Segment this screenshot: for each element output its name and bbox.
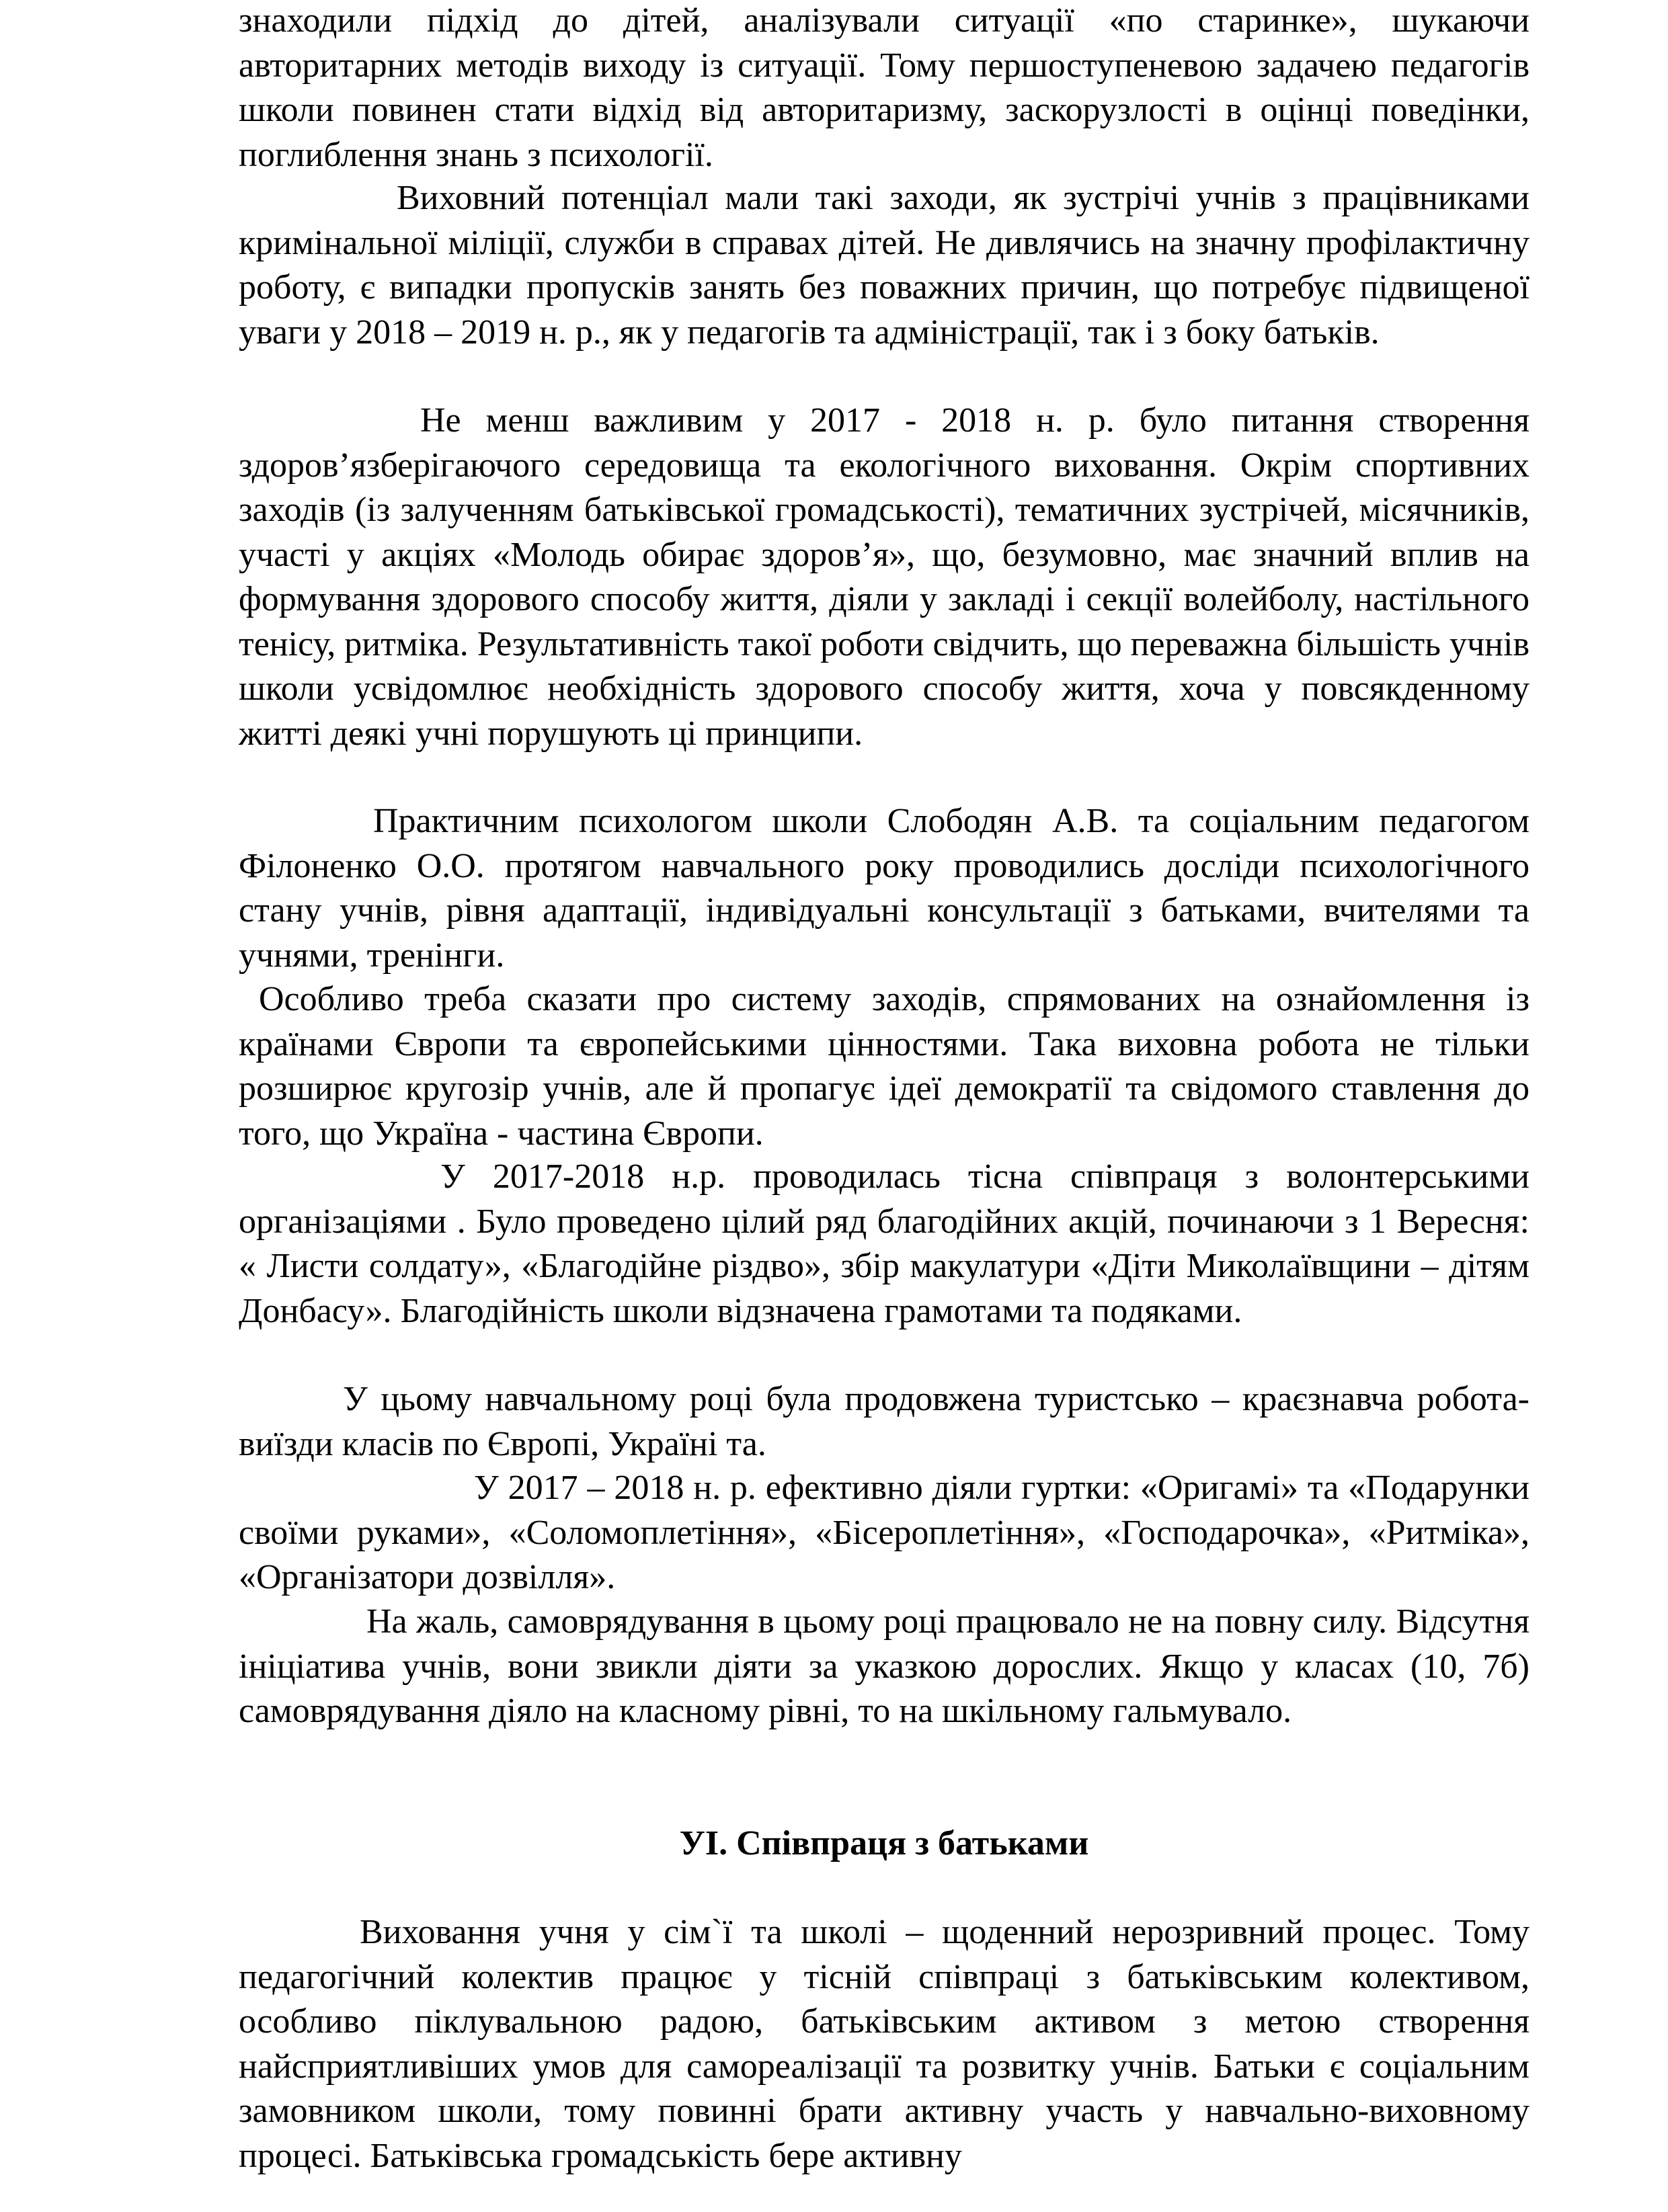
paragraph-parents: Виховання учня у сім`ї та школі – щоденний нерозривний процес. Тому педагогічний колектив працює у тісній співпраці з батьківським колективом, особливо піклувальною радою, батьківським активом з метою створення найсприятливіших умов для самореалізації та розвитку учнів. Батьки є соціальним замовником школи, тому повинні брати активну участь у навчально-виховному процесі. Батьківська громадськість бере активну: [239, 1913, 1530, 2175]
paragraph-clubs: У 2017 – 2018 н. р. ефективно діяли гуртки: «Оригамі» та «Подарунки своїми руками», «Соломоплетіння», «Бісероплетіння», «Господарочка», «Ритміка», «Організатори дозвілля».: [239, 1469, 1530, 1596]
paragraph-health: Не менш важливим у 2017 - 2018 н. р. було питання створення здоров’язберігаючого середовища та екологічного виховання. Окрім спортивних заходів (із залученням батьківської громадськості), тематичних зустрічей, місячників, участі у акціях «Молодь обирає здоров’я», що, безумовно, має значний вплив на формування здорового способу життя, діяли у закладі і секції волейболу, настільного тенісу, ритміка. Результативність такої роботи свідчить, що переважна більшість учнів школи усвідомлює необхідність здорового способу життя, хоча у повсякденному житті деякі учні порушують ці принципи.: [239, 401, 1530, 753]
paragraph-volunteers: У 2017-2018 н.р. проводилась тісна співпраця з волонтерськими організаціями . Було проведено цілий ряд благодійних акцій, починаючи з 1 Вересня: « Листи солдату», «Благодійне різдво», збір макулатури «Діти Миколаївщини – дітям Донбасу». Благодійність школи відзначена грамотами та подяками.: [239, 1157, 1530, 1330]
paragraph-prevention: Виховний потенціал мали такі заходи, як зустрічі учнів з працівниками кримінальної міліції, служби в справах дітей. Не дивлячись на значну профілактичну роботу, є випадки пропусків занять без поважних причин, що потребує підвищеної уваги у 2018 – 2019 н. р., як у педагогів та адміністрації, так і з боку батьків.: [239, 179, 1530, 352]
section-heading: УІ. Співпраця з батьками: [679, 1824, 1089, 1862]
paragraph-psychologist: Практичним психологом школи Слободян А.В. та соціальним педагогом Філоненко О.О. протягом навчального року проводились досліди психологічного стану учнів, рівня адаптації, індивідуальні консультації з батьками, вчителями та учнями, тренінги.: [239, 802, 1530, 975]
paragraph-tourism: У цьому навчальному році була продовжена туристсько – краєзнавча робота- виїзди класів по Європі, Україні та.: [239, 1380, 1530, 1463]
paragraph-self-government: На жаль, самоврядування в цьому році працювало не на повну силу. Відсутня ініціатива учнів, вони звикли діяти за указкою дорослих. Якщо у класах (10, 7б) самоврядування діяло на класному рівні, то на шкільному гальмувало.: [239, 1602, 1530, 1730]
paragraph-europe: Особливо треба сказати про систему заходів, спрямованих на ознайомлення із країнами Європи та європейськими цінностями. Така виховна робота не тільки розширює кругозір учнів, але й пропагує ідеї демократії та свідомого ставлення до того, що Україна - частина Європи.: [239, 980, 1530, 1153]
paragraph-intro: знаходили підхід до дітей, аналізували ситуації «по старинке», шукаючи авторитарних методів виходу із ситуації. Тому першоступеневою задачею педагогів школи повинен стати відхід від авторитаризму, заскорузлості в оцінці поведінки, поглиблення знань з психології.: [239, 1, 1530, 174]
